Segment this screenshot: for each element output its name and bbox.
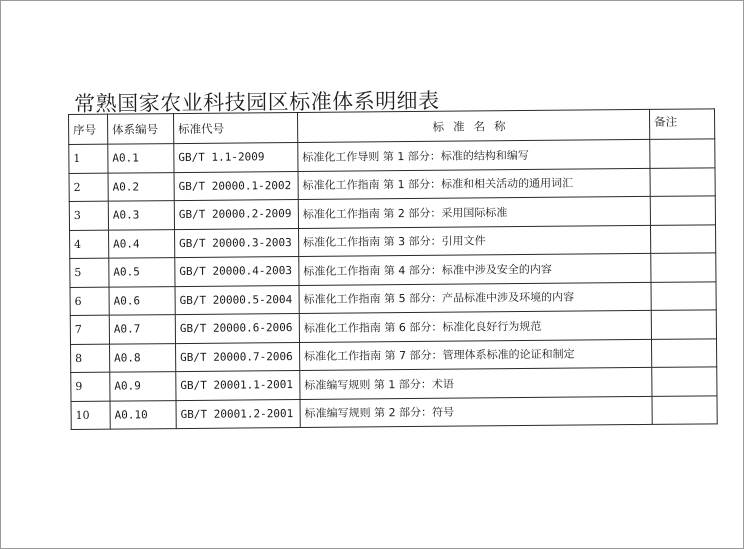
row-standard-code: GB/T 20000.2-2009 [174, 199, 298, 229]
table-row [71, 395, 717, 429]
row-standard-name: 标准编写规则 第 2 部分：符号 [300, 396, 652, 428]
row-system-code: A0.7 [109, 315, 175, 344]
row-standard-code: GB/T 1.1-2009 [174, 142, 298, 172]
row-standard-name: 标准化工作指南 第 6 部分：标准化良好行为规范 [299, 310, 651, 342]
row-standard-name: 标准编写规则 第 1 部分：术语 [300, 367, 652, 399]
row-seq: 7 [70, 315, 109, 344]
row-remarks [651, 338, 716, 367]
document-title: 常熟国家农业科技园区标准体系明细表 [74, 88, 440, 116]
row-remarks [650, 139, 715, 168]
header-standard-code: 标准代号 [174, 112, 298, 143]
standards-table [68, 108, 718, 430]
row-system-code: A0.5 [109, 258, 175, 287]
row-standard-name: 标准化工作指南 第 3 部分：引用文件 [299, 225, 651, 257]
row-standard-code: GB/T 20001.1-2001 [176, 370, 300, 400]
row-system-code: A0.9 [110, 372, 176, 401]
row-seq: 4 [70, 230, 109, 259]
header-remarks: 备注 [649, 109, 714, 140]
row-system-code: A0.10 [110, 400, 176, 429]
row-seq: 2 [69, 173, 108, 202]
row-standard-code: GB/T 20000.3-2003 [175, 228, 299, 258]
row-standard-code: GB/T 20000.1-2002 [174, 171, 298, 201]
row-system-code: A0.2 [108, 172, 174, 201]
row-seq: 1 [69, 144, 108, 173]
row-system-code: A0.3 [108, 201, 174, 230]
row-standard-code: GB/T 20000.6-2006 [175, 313, 299, 343]
row-standard-name: 标准化工作指南 第 5 部分：产品标准中涉及环境的内容 [299, 282, 651, 314]
row-remarks [651, 253, 716, 282]
row-seq: 5 [70, 258, 109, 287]
row-remarks [651, 310, 716, 339]
row-standard-code: GB/T 20000.4-2003 [175, 256, 299, 286]
row-remarks [652, 367, 717, 396]
header-seq: 序号 [69, 114, 108, 144]
row-seq: 9 [71, 372, 110, 401]
row-standard-code: GB/T 20001.2-2001 [176, 399, 300, 429]
row-seq: 10 [71, 401, 110, 430]
row-remarks [651, 281, 716, 310]
row-standard-code: GB/T 20000.7-2006 [176, 342, 300, 372]
row-seq: 6 [70, 287, 109, 316]
standards-table-container [68, 108, 718, 430]
row-standard-code: GB/T 20000.5-2004 [175, 285, 299, 315]
row-remarks [650, 167, 715, 196]
row-remarks [652, 395, 717, 424]
row-system-code: A0.8 [110, 343, 176, 372]
row-standard-name: 标准化工作指南 第 4 部分：标准中涉及安全的内容 [299, 253, 651, 285]
row-remarks [650, 196, 715, 225]
row-standard-name: 标准化工作指南 第 7 部分：管理体系标准的论证和制定 [299, 339, 651, 371]
row-seq: 3 [69, 201, 108, 230]
header-system-code: 体系编号 [108, 114, 174, 145]
row-remarks [650, 224, 715, 253]
row-system-code: A0.1 [108, 144, 174, 173]
row-standard-name: 标准化工作指南 第 1 部分：标准和相关活动的通用词汇 [298, 168, 650, 200]
row-system-code: A0.4 [109, 229, 175, 258]
row-system-code: A0.6 [109, 286, 175, 315]
row-standard-name: 标准化工作导则 第 1 部分：标准的结构和编写 [298, 139, 650, 171]
row-seq: 8 [71, 344, 110, 373]
header-standard-name: 标准名称 [297, 109, 649, 142]
row-standard-name: 标准化工作指南 第 2 部分：采用国际标准 [298, 196, 650, 228]
